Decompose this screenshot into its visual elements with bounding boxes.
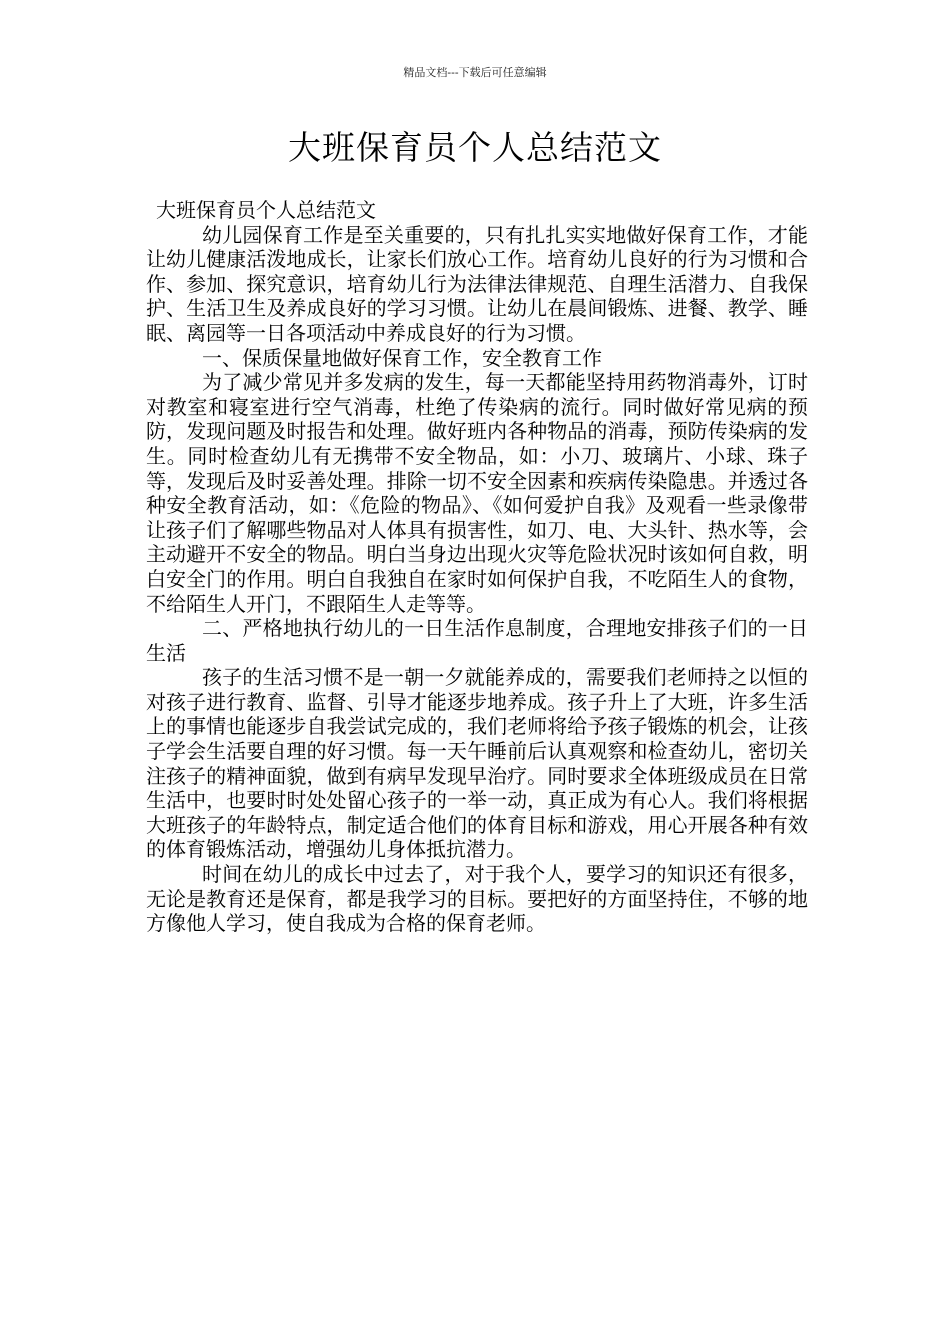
paragraph-intro: 幼儿园保育工作是至关重要的，只有扎扎实实地做好保育工作，才能让幼儿健康活泼地成长，让家长们放心工作。培育幼儿良好的行为习惯和合作、参加、探究意识，培育幼儿行为法律法律规范、自理生活潜力、自我保护、生活卫生及养成良好的学习习惯。让幼儿在晨间锻炼、进餐、教学、睡眠、离园等一日各项活动中养成良好的行为习惯。 <box>146 222 808 345</box>
section-heading-1: 一、保质保量地做好保育工作，安全教育工作 <box>202 345 602 370</box>
paragraph-daily-life: 孩子的生活习惯不是一朝一夕就能养成的，需要我们老师持之以恒的对孩子进行教育、监督、引导才能逐步地养成。孩子升上了大班，许多生活上的事情也能逐步自我尝试完成的，我们老师将给予孩子锻炼的机会，让孩子学会生活要自理的好习惯。每一天午睡前后认真观察和检查幼儿，密切关注孩子的精神面貌，做到有病早发现早治疗。同时要求全体班级成员在日常生活中，也要时时处处留心孩子的一举一动，真正成为有心人。我们将根据大班孩子的年龄特点，制定适合他们的体育目标和游戏，用心开展各种有效的体育锻炼活动，增强幼儿身体抵抗潜力。 <box>146 665 808 862</box>
paragraph-safety: 为了减少常见并多发病的发生，每一天都能坚持用药物消毒外，订时对教室和寝室进行空气消毒，杜绝了传染病的流行。同时做好常见病的预防，发现问题及时报告和处理。做好班内各种物品的消毒，预防传染病的发生。同时检查幼儿有无携带不安全物品，如：小刀、玻璃片、小球、珠子等，发现后及时妥善处理。排除一切不安全因素和疾病传染隐患。并透过各种安全教育活动，如：《危险的物品》、《如何爱护自我》及观看一些录像带让孩子们了解哪些物品对人体具有损害性，如刀、电、大头针、热水等，会主动避开不安全的物品。明白当身边出现火灾等危险状况时该如何自救，明白安全门的作用。明白自我独自在家时如何保护自我，不吃陌生人的食物，不给陌生人开门，不跟陌生人走等等。 <box>146 370 808 616</box>
document-body <box>146 198 808 936</box>
section-heading-2: 二、严格地执行幼儿的一日生活作息制度，合理地安排孩子们的一日生活 <box>146 616 808 665</box>
document-subtitle: 大班保育员个人总结范文 <box>156 198 376 222</box>
paragraph-conclusion: 时间在幼儿的成长中过去了，对于我个人，要学习的知识还有很多，无论是教育还是保育，都是我学习的目标。要把好的方面坚持住，不够的地方像他人学习，使自我成为合格的保育老师。 <box>146 862 808 936</box>
document-title: 大班保育员个人总结范文 <box>288 128 662 167</box>
page-header-note: 精品文档---下载后可任意编辑 <box>403 66 547 79</box>
